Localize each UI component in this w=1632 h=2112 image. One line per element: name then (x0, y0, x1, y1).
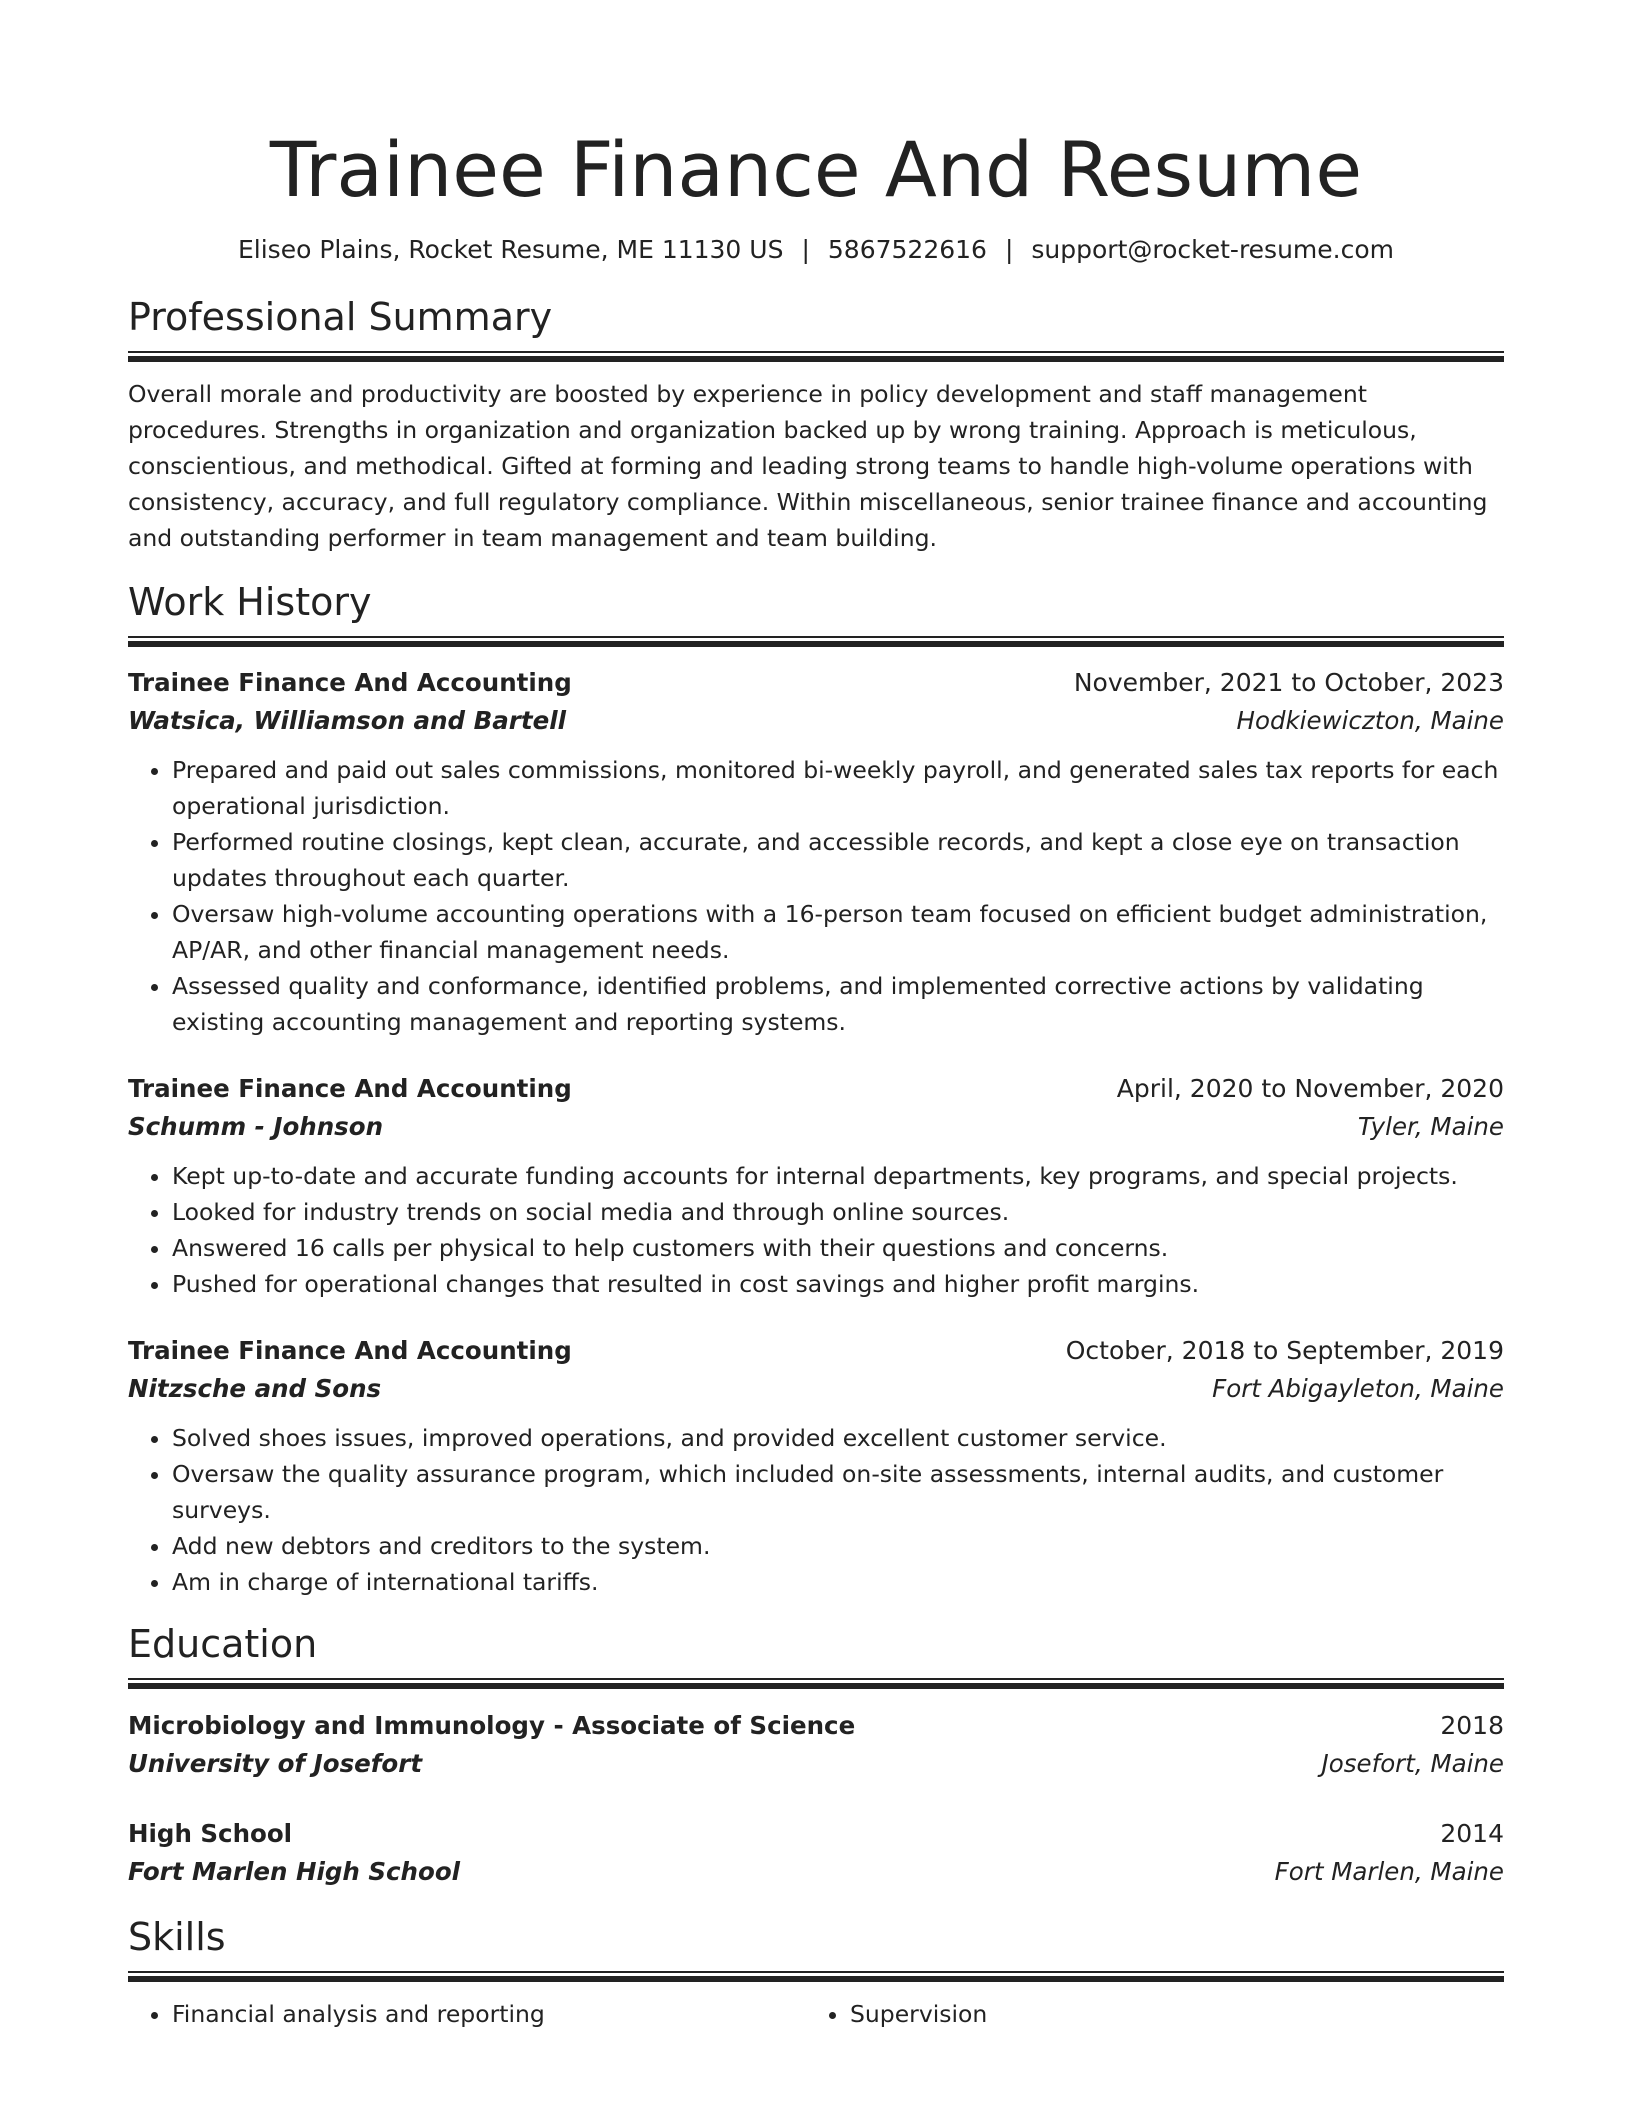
job-header-row (128, 1332, 1504, 1370)
education-school: Fort Marlen High School (128, 1857, 461, 1886)
job-bullet: • Prepared and paid out sales commissions, monitored bi-weekly payroll, and generated sales tax reports for each operational jurisdiction. (172, 752, 1504, 824)
section-title-summary: Professional Summary (128, 295, 553, 339)
job-entry (128, 1332, 1504, 1600)
job-location: Hodkiewiczton, Maine (1236, 706, 1504, 735)
job-dates: October, 2018 to September, 2019 (1065, 1336, 1504, 1365)
job-bullet: • Performed routine closings, kept clean, accurate, and accessible records, and kept a close eye on transaction updates throughout each quarter. (172, 824, 1504, 896)
skills-column-left (128, 1996, 806, 2032)
job-dates: November, 2021 to October, 2023 (1073, 668, 1504, 697)
job-bullet: • Assessed quality and conformance, identified problems, and implemented corrective actions by validating existing accounting management and reporting systems. (172, 968, 1504, 1040)
work-section (128, 578, 1504, 1600)
skills-grid (128, 1996, 1504, 2032)
job-bullet: • Oversaw the quality assurance program, which included on-site assessments, internal audits, and customer surveys. (172, 1456, 1504, 1528)
job-location: Fort Abigayleton, Maine (1212, 1374, 1504, 1403)
education-entry (128, 1815, 1504, 1891)
job-header-row (128, 1070, 1504, 1108)
job-bullet: • Add new debtors and creditors to the system. (172, 1528, 1504, 1564)
contact-separator: | (1004, 235, 1014, 264)
section-title-skills: Skills (128, 1915, 226, 1959)
job-location: Tyler, Maine (1357, 1112, 1504, 1141)
education-header-row (128, 1707, 1504, 1745)
job-bullet: • Answered 16 calls per physical to help customers with their questions and concerns. (172, 1230, 1504, 1266)
section-divider (128, 351, 1504, 362)
skill-item: • Financial analysis and reporting (172, 1996, 806, 2032)
job-company-row (128, 1108, 1504, 1146)
section-divider (128, 1971, 1504, 1982)
section-divider (128, 636, 1504, 647)
education-location: Fort Marlen, Maine (1274, 1857, 1504, 1886)
education-location: Josefort, Maine (1321, 1749, 1504, 1778)
summary-section (128, 293, 1504, 556)
job-bullets (128, 1420, 1504, 1600)
contact-separator: | (801, 235, 810, 264)
job-bullet: • Pushed for operational changes that resulted in cost savings and higher profit margins. (172, 1266, 1504, 1302)
education-school-row (128, 1745, 1504, 1783)
job-entry (128, 1070, 1504, 1302)
education-degree: Microbiology and Immunology - Associate of Science (128, 1711, 856, 1740)
job-dates: April, 2020 to November, 2020 (1116, 1074, 1504, 1103)
education-year: 2014 (1440, 1819, 1504, 1848)
section-title-education: Education (128, 1622, 318, 1666)
section-title-work: Work History (128, 580, 372, 624)
skills-column-right (806, 1996, 1484, 2032)
job-bullets (128, 752, 1504, 1040)
section-divider (128, 1678, 1504, 1689)
contact-phone: 5867522616 (827, 235, 987, 264)
job-entry (128, 664, 1504, 1040)
job-company-row (128, 702, 1504, 740)
education-year: 2018 (1440, 1711, 1504, 1740)
job-company: Schumm - Johnson (128, 1112, 384, 1141)
education-school: University of Josefort (128, 1749, 423, 1778)
job-company: Watsica, Williamson and Bartell (128, 706, 566, 735)
resume-name: Trainee Finance And Resume (269, 125, 1363, 214)
job-title: Trainee Finance And Accounting (128, 1074, 572, 1103)
summary-text: Overall morale and productivity are boosted by experience in policy development and staff management procedures. Strengths in organization and organization backed up by wrong training. Approach is meticulous, conscientious, and methodical. Gifted at forming and leading strong teams to handle high-volume operations with consistency, accuracy, and full regulatory compliance. Within miscellaneous, senior trainee finance and accounting and outstanding performer in team management and team building. (128, 380, 1488, 552)
education-entry (128, 1707, 1504, 1783)
education-degree: High School (128, 1819, 293, 1848)
contact-line (128, 234, 1504, 266)
job-company: Nitzsche and Sons (128, 1374, 382, 1403)
job-bullets (128, 1158, 1504, 1302)
education-section (128, 1620, 1504, 1891)
job-title: Trainee Finance And Accounting (128, 1336, 572, 1365)
job-bullet: • Am in charge of international tariffs. (172, 1564, 1504, 1600)
job-company-row (128, 1370, 1504, 1408)
education-header-row (128, 1815, 1504, 1853)
job-bullet: • Looked for industry trends on social media and through online sources. (172, 1194, 1504, 1230)
job-title: Trainee Finance And Accounting (128, 668, 572, 697)
resume-page (128, 0, 1504, 2032)
skills-section (128, 1913, 1504, 2032)
job-bullet: • Kept up-to-date and accurate funding accounts for internal departments, key programs, and special projects. (172, 1158, 1504, 1194)
job-bullet: • Solved shoes issues, improved operations, and provided excellent customer service. (172, 1420, 1504, 1456)
contact-address: Eliseo Plains, Rocket Resume, ME 11130 US (237, 235, 784, 264)
job-bullet: • Oversaw high-volume accounting operations with a 16-person team focused on efficient budget administration, AP/AR, and other financial management needs. (172, 896, 1504, 968)
contact-email: support@rocket-resume.com (1031, 235, 1395, 264)
skill-item: • Supervision (850, 1996, 1484, 2032)
job-header-row (128, 664, 1504, 702)
education-school-row (128, 1853, 1504, 1891)
